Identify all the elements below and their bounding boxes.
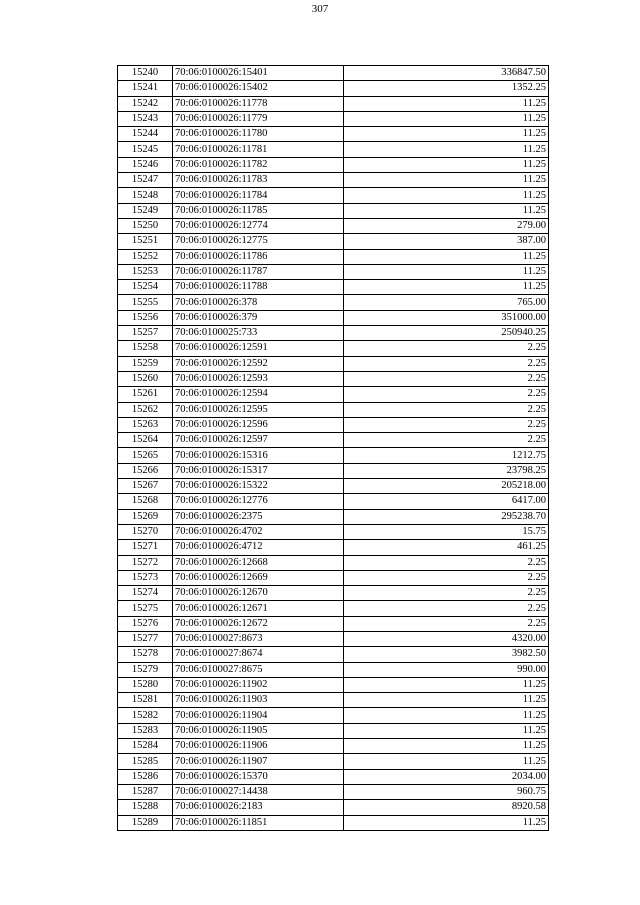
- cadastral-number: 70:06:0100026:12593: [173, 371, 344, 386]
- row-number: 15268: [118, 494, 173, 509]
- table-row: [118, 800, 549, 815]
- cadastral-number: 70:06:0100026:12670: [173, 586, 344, 601]
- cadastral-number: 70:06:0100026:11784: [173, 188, 344, 203]
- cadastral-number: 70:06:0100026:11902: [173, 677, 344, 692]
- table-row: [118, 463, 549, 478]
- row-number: 15283: [118, 723, 173, 738]
- row-number: 15242: [118, 96, 173, 111]
- table-body: [118, 66, 549, 831]
- table-row: [118, 616, 549, 631]
- area-value: 765.00: [344, 295, 549, 310]
- table-row: [118, 739, 549, 754]
- table-row: [118, 234, 549, 249]
- table-row: [118, 81, 549, 96]
- area-value: 11.25: [344, 111, 549, 126]
- row-number: 15253: [118, 264, 173, 279]
- cadastral-number: 70:06:0100026:15370: [173, 769, 344, 784]
- row-number: 15255: [118, 295, 173, 310]
- row-number: 15281: [118, 693, 173, 708]
- cadastral-number: 70:06:0100026:2375: [173, 509, 344, 524]
- area-value: 295238.70: [344, 509, 549, 524]
- cadastral-number: 70:06:0100026:11783: [173, 173, 344, 188]
- cadastral-number: 70:06:0100026:11906: [173, 739, 344, 754]
- row-number: 15267: [118, 479, 173, 494]
- cadastral-number: 70:06:0100026:15322: [173, 479, 344, 494]
- table-row: [118, 448, 549, 463]
- table-row: [118, 784, 549, 799]
- table-row: [118, 479, 549, 494]
- row-number: 15279: [118, 662, 173, 677]
- table-row: [118, 157, 549, 172]
- row-number: 15265: [118, 448, 173, 463]
- cadastral-number: 70:06:0100026:2183: [173, 800, 344, 815]
- row-number: 15266: [118, 463, 173, 478]
- area-value: 11.25: [344, 754, 549, 769]
- row-number: 15254: [118, 280, 173, 295]
- area-value: 6417.00: [344, 494, 549, 509]
- cadastral-number: 70:06:0100026:11787: [173, 264, 344, 279]
- parcel-table: [117, 65, 549, 831]
- table-row: [118, 677, 549, 692]
- row-number: 15280: [118, 677, 173, 692]
- table-row: [118, 524, 549, 539]
- area-value: 11.25: [344, 708, 549, 723]
- row-number: 15277: [118, 631, 173, 646]
- cadastral-number: 70:06:0100026:15401: [173, 66, 344, 81]
- table-row: [118, 142, 549, 157]
- row-number: 15245: [118, 142, 173, 157]
- cadastral-number: 70:06:0100026:12668: [173, 555, 344, 570]
- row-number: 15262: [118, 402, 173, 417]
- cadastral-number: 70:06:0100026:11779: [173, 111, 344, 126]
- table-row: [118, 631, 549, 646]
- cadastral-number: 70:06:0100026:11786: [173, 249, 344, 264]
- area-value: 2.25: [344, 555, 549, 570]
- table-row: [118, 662, 549, 677]
- area-value: 23798.25: [344, 463, 549, 478]
- area-value: 2.25: [344, 341, 549, 356]
- table-row: [118, 769, 549, 784]
- table-row: [118, 754, 549, 769]
- area-value: 2.25: [344, 433, 549, 448]
- cadastral-number: 70:06:0100026:11780: [173, 127, 344, 142]
- cadastral-number: 70:06:0100026:15317: [173, 463, 344, 478]
- area-value: 11.25: [344, 249, 549, 264]
- cadastral-number: 70:06:0100026:11905: [173, 723, 344, 738]
- row-number: 15261: [118, 387, 173, 402]
- area-value: 11.25: [344, 264, 549, 279]
- table-row: [118, 295, 549, 310]
- area-value: 2.25: [344, 570, 549, 585]
- area-value: 11.25: [344, 723, 549, 738]
- area-value: 4320.00: [344, 631, 549, 646]
- table-row: [118, 494, 549, 509]
- area-value: 960.75: [344, 784, 549, 799]
- row-number: 15243: [118, 111, 173, 126]
- table-row: [118, 693, 549, 708]
- cadastral-number: 70:06:0100026:12594: [173, 387, 344, 402]
- table-row: [118, 203, 549, 218]
- cadastral-number: 70:06:0100026:11788: [173, 280, 344, 295]
- row-number: 15270: [118, 524, 173, 539]
- cadastral-number: 70:06:0100027:8673: [173, 631, 344, 646]
- table-row: [118, 433, 549, 448]
- cadastral-number: 70:06:0100026:12671: [173, 601, 344, 616]
- cadastral-number: 70:06:0100026:11782: [173, 157, 344, 172]
- area-value: 351000.00: [344, 310, 549, 325]
- table-row: [118, 723, 549, 738]
- row-number: 15284: [118, 739, 173, 754]
- row-number: 15247: [118, 173, 173, 188]
- row-number: 15278: [118, 647, 173, 662]
- row-number: 15252: [118, 249, 173, 264]
- table-row: [118, 341, 549, 356]
- table-row: [118, 310, 549, 325]
- area-value: 2.25: [344, 371, 549, 386]
- cadastral-number: 70:06:0100026:12775: [173, 234, 344, 249]
- table-row: [118, 540, 549, 555]
- table-row: [118, 387, 549, 402]
- table-row: [118, 647, 549, 662]
- cadastral-number: 70:06:0100026:4712: [173, 540, 344, 555]
- table-row: [118, 601, 549, 616]
- cadastral-number: 70:06:0100026:11903: [173, 693, 344, 708]
- cadastral-number: 70:06:0100026:11904: [173, 708, 344, 723]
- cadastral-number: 70:06:0100026:4702: [173, 524, 344, 539]
- area-value: 205218.00: [344, 479, 549, 494]
- table-row: [118, 326, 549, 341]
- table-row: [118, 371, 549, 386]
- row-number: 15276: [118, 616, 173, 631]
- table-row: [118, 280, 549, 295]
- cadastral-number: 70:06:0100027:8675: [173, 662, 344, 677]
- area-value: 11.25: [344, 188, 549, 203]
- table-row: [118, 249, 549, 264]
- cadastral-number: 70:06:0100026:378: [173, 295, 344, 310]
- row-number: 15244: [118, 127, 173, 142]
- row-number: 15264: [118, 433, 173, 448]
- row-number: 15263: [118, 417, 173, 432]
- cadastral-number: 70:06:0100026:11785: [173, 203, 344, 218]
- area-value: 11.25: [344, 693, 549, 708]
- cadastral-number: 70:06:0100026:12774: [173, 218, 344, 233]
- row-number: 15288: [118, 800, 173, 815]
- area-value: 2.25: [344, 387, 549, 402]
- area-value: 11.25: [344, 157, 549, 172]
- row-number: 15275: [118, 601, 173, 616]
- cadastral-number: 70:06:0100026:11778: [173, 96, 344, 111]
- cadastral-number: 70:06:0100026:12596: [173, 417, 344, 432]
- cadastral-number: 70:06:0100026:12672: [173, 616, 344, 631]
- table-row: [118, 417, 549, 432]
- cadastral-number: 70:06:0100026:12592: [173, 356, 344, 371]
- cadastral-number: 70:06:0100026:12669: [173, 570, 344, 585]
- area-value: 2034.00: [344, 769, 549, 784]
- area-value: 2.25: [344, 417, 549, 432]
- table-row: [118, 402, 549, 417]
- table-row: [118, 66, 549, 81]
- row-number: 15269: [118, 509, 173, 524]
- table-row: [118, 188, 549, 203]
- table-row: [118, 555, 549, 570]
- row-number: 15273: [118, 570, 173, 585]
- table-row: [118, 509, 549, 524]
- area-value: 11.25: [344, 173, 549, 188]
- row-number: 15246: [118, 157, 173, 172]
- row-number: 15260: [118, 371, 173, 386]
- row-number: 15256: [118, 310, 173, 325]
- row-number: 15251: [118, 234, 173, 249]
- row-number: 15286: [118, 769, 173, 784]
- row-number: 15285: [118, 754, 173, 769]
- row-number: 15257: [118, 326, 173, 341]
- cadastral-number: 70:06:0100026:11781: [173, 142, 344, 157]
- table-row: [118, 218, 549, 233]
- row-number: 15282: [118, 708, 173, 723]
- row-number: 15271: [118, 540, 173, 555]
- table-row: [118, 708, 549, 723]
- area-value: 2.25: [344, 586, 549, 601]
- area-value: 250940.25: [344, 326, 549, 341]
- area-value: 11.25: [344, 96, 549, 111]
- area-value: 461.25: [344, 540, 549, 555]
- cadastral-number: 70:06:0100027:14438: [173, 784, 344, 799]
- row-number: 15259: [118, 356, 173, 371]
- cadastral-number: 70:06:0100025:733: [173, 326, 344, 341]
- row-number: 15289: [118, 815, 173, 830]
- cadastral-number: 70:06:0100026:12595: [173, 402, 344, 417]
- row-number: 15272: [118, 555, 173, 570]
- area-value: 279.00: [344, 218, 549, 233]
- area-value: 1352.25: [344, 81, 549, 96]
- area-value: 1212.75: [344, 448, 549, 463]
- area-value: 11.25: [344, 815, 549, 830]
- table-row: [118, 815, 549, 830]
- page-number: 307: [311, 3, 329, 15]
- area-value: 11.25: [344, 739, 549, 754]
- cadastral-number: 70:06:0100026:12591: [173, 341, 344, 356]
- area-value: 11.25: [344, 280, 549, 295]
- area-value: 3982.50: [344, 647, 549, 662]
- table-row: [118, 111, 549, 126]
- table-row: [118, 96, 549, 111]
- area-value: 11.25: [344, 203, 549, 218]
- row-number: 15258: [118, 341, 173, 356]
- row-number: 15250: [118, 218, 173, 233]
- cadastral-number: 70:06:0100026:11907: [173, 754, 344, 769]
- area-value: 2.25: [344, 356, 549, 371]
- cadastral-number: 70:06:0100026:15316: [173, 448, 344, 463]
- cadastral-number: 70:06:0100027:8674: [173, 647, 344, 662]
- row-number: 15241: [118, 81, 173, 96]
- cadastral-number: 70:06:0100026:379: [173, 310, 344, 325]
- area-value: 15.75: [344, 524, 549, 539]
- cadastral-number: 70:06:0100026:15402: [173, 81, 344, 96]
- cadastral-number: 70:06:0100026:12597: [173, 433, 344, 448]
- area-value: 387.00: [344, 234, 549, 249]
- table-row: [118, 356, 549, 371]
- row-number: 15248: [118, 188, 173, 203]
- cadastral-number: 70:06:0100026:11851: [173, 815, 344, 830]
- row-number: 15240: [118, 66, 173, 81]
- table-row: [118, 264, 549, 279]
- area-value: 11.25: [344, 127, 549, 142]
- area-value: 2.25: [344, 402, 549, 417]
- row-number: 15274: [118, 586, 173, 601]
- area-value: 336847.50: [344, 66, 549, 81]
- area-value: 2.25: [344, 601, 549, 616]
- row-number: 15249: [118, 203, 173, 218]
- table-row: [118, 570, 549, 585]
- table-row: [118, 586, 549, 601]
- area-value: 11.25: [344, 677, 549, 692]
- cadastral-number: 70:06:0100026:12776: [173, 494, 344, 509]
- area-value: 11.25: [344, 142, 549, 157]
- area-value: 8920.58: [344, 800, 549, 815]
- table-row: [118, 127, 549, 142]
- area-value: 990.00: [344, 662, 549, 677]
- area-value: 2.25: [344, 616, 549, 631]
- table-row: [118, 173, 549, 188]
- row-number: 15287: [118, 784, 173, 799]
